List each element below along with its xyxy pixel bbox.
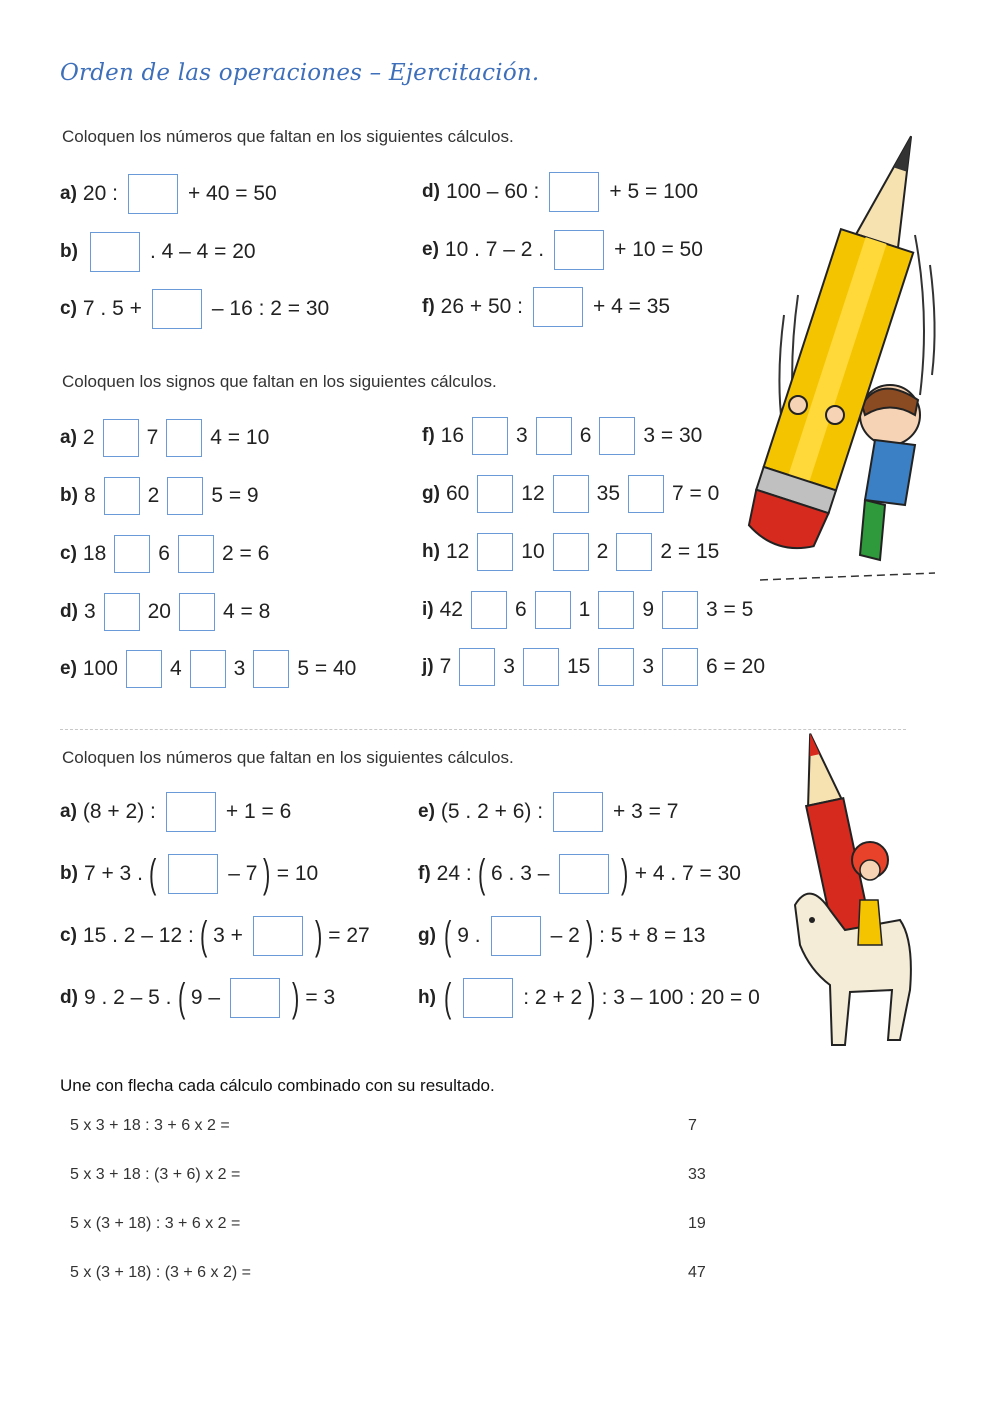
answer-box[interactable] (554, 230, 604, 270)
s3-item-c (60, 914, 372, 958)
item-label: a) (60, 427, 77, 448)
number: 3 (83, 600, 96, 623)
number: 2 (82, 426, 95, 449)
number: 3 (233, 657, 246, 680)
expr-part: 3 + (213, 924, 243, 947)
expr-part: – 2 (550, 924, 580, 947)
matching-row (70, 1166, 730, 1184)
number: 35 (596, 482, 621, 505)
s2-item-c (60, 532, 271, 576)
sign-box[interactable] (104, 477, 140, 515)
number: 1 (578, 598, 591, 621)
s3-item-h (418, 976, 762, 1020)
s1-item-c (60, 287, 331, 331)
expr-part: 100 – 60 : (445, 180, 540, 203)
matching-expression[interactable]: 5 x (3 + 18) : (3 + 6 x 2) = (70, 1264, 251, 1281)
item-label: a) (60, 801, 77, 822)
sign-box[interactable] (166, 419, 202, 457)
answer-box[interactable] (90, 232, 140, 272)
number: 6 = 20 (706, 655, 766, 678)
answer-box[interactable] (559, 854, 609, 894)
section2-instruction: Coloquen los signos que faltan en los siguientes cálculos. (62, 372, 497, 391)
item-label: h) (422, 541, 440, 562)
s3-item-d (60, 976, 337, 1020)
matching-row (70, 1215, 730, 1233)
expr-part: 9 – (190, 986, 221, 1009)
close-paren: ) (263, 852, 271, 896)
expr-part: + 40 = 50 (187, 182, 277, 205)
matching-result[interactable]: 19 (688, 1215, 706, 1232)
item-label: e) (418, 801, 435, 822)
number: 7 (146, 426, 159, 449)
expr-part: : 5 + 8 = 13 (599, 924, 706, 947)
answer-box[interactable] (533, 287, 583, 327)
page-title: Orden de las operaciones – Ejercitación. (60, 60, 540, 86)
s1-item-b (60, 230, 258, 274)
number: 4 = 10 (210, 426, 270, 449)
expr-part: – 16 : 2 = 30 (211, 297, 330, 320)
sign-box[interactable] (477, 475, 513, 513)
number: 5 = 40 (297, 657, 357, 680)
sign-box[interactable] (126, 650, 162, 688)
number: 12 (445, 540, 470, 563)
item-label: d) (422, 181, 440, 202)
number: 3 = 5 (706, 598, 754, 621)
sign-box[interactable] (535, 591, 571, 629)
number: 2 = 6 (221, 542, 270, 565)
section-separator (60, 729, 906, 730)
expr-part: : 3 – 100 : 20 = 0 (601, 986, 760, 1009)
close-paren: ) (588, 976, 596, 1020)
sign-box[interactable] (536, 417, 572, 455)
answer-box[interactable] (128, 174, 178, 214)
sign-box[interactable] (459, 648, 495, 686)
sign-box[interactable] (178, 535, 214, 573)
sign-box[interactable] (598, 591, 634, 629)
number: 2 (147, 484, 160, 507)
item-label: f) (418, 863, 431, 884)
answer-box[interactable] (463, 978, 513, 1018)
matching-row (70, 1117, 730, 1135)
s1-item-a (60, 172, 279, 216)
sign-box[interactable] (477, 533, 513, 571)
expr-part: : 2 + 2 (523, 986, 583, 1009)
pencil-boy-illustration (740, 115, 940, 585)
number: 3 (516, 424, 528, 447)
number: 7 (439, 655, 452, 678)
expr-part: 10 . 7 – 2 . (444, 238, 545, 261)
expr-part: + 3 = 7 (613, 800, 679, 823)
number: 60 (445, 482, 470, 505)
s3-item-f (418, 852, 743, 896)
number: 3 (503, 655, 515, 678)
number: 15 (566, 655, 591, 678)
item-label: c) (60, 543, 77, 564)
sign-box[interactable] (598, 648, 634, 686)
matching-expression[interactable]: 5 x (3 + 18) : 3 + 6 x 2 = (70, 1215, 241, 1232)
expr-part: (8 + 2) : (82, 800, 156, 823)
s3-item-g (418, 914, 707, 958)
number: 42 (439, 598, 463, 621)
number: 2 (596, 540, 609, 563)
answer-box[interactable] (549, 172, 599, 212)
matching-expression[interactable]: 5 x 3 + 18 : (3 + 6) x 2 = (70, 1166, 241, 1183)
item-label: a) (60, 183, 77, 204)
sign-box[interactable] (253, 650, 289, 688)
number: 12 (521, 482, 545, 505)
expr-part: 20 : (82, 182, 118, 205)
item-label: f) (422, 425, 435, 446)
section1-instruction: Coloquen los números que faltan en los siguientes cálculos. (62, 127, 514, 146)
expr-part: 24 : (436, 862, 472, 885)
item-label: b) (60, 241, 78, 262)
item-label: b) (60, 863, 78, 884)
open-paren: ( (199, 914, 208, 958)
matching-result[interactable]: 47 (688, 1264, 706, 1281)
item-label: f) (422, 296, 435, 317)
close-paren: ) (314, 914, 323, 958)
number: 3 (642, 655, 655, 678)
sign-box[interactable] (472, 417, 508, 455)
sign-box[interactable] (167, 477, 203, 515)
sign-box[interactable] (628, 475, 664, 513)
item-label: c) (60, 298, 77, 319)
sign-box[interactable] (616, 533, 652, 571)
number: 9 (642, 598, 655, 621)
sign-box[interactable] (103, 419, 139, 457)
sign-box[interactable] (104, 593, 140, 631)
matching-instruction: Une con flecha cada cálculo combinado con su resultado. (60, 1076, 495, 1095)
sign-box[interactable] (523, 648, 559, 686)
item-label: j) (422, 656, 434, 677)
s2-item-h (422, 530, 721, 574)
expr-part: = 27 (328, 924, 370, 947)
item-label: g) (422, 483, 440, 504)
sign-box[interactable] (599, 417, 635, 455)
expr-part: 9 . (457, 924, 481, 947)
item-label: d) (60, 987, 78, 1008)
number: 4 (169, 657, 182, 680)
answer-box[interactable] (553, 792, 603, 832)
s1-item-e (422, 228, 705, 272)
expr-part: 7 + 3 . (83, 862, 143, 885)
number: 100 (82, 657, 118, 680)
sign-box[interactable] (114, 535, 150, 573)
answer-box[interactable] (168, 854, 218, 894)
answer-box[interactable] (491, 916, 541, 956)
s2-item-e (60, 647, 358, 691)
expr-part: – 7 (228, 862, 258, 885)
answer-box[interactable] (152, 289, 202, 329)
expr-part: + 1 = 6 (225, 800, 292, 823)
s2-item-i (422, 588, 755, 632)
expr-part: 7 . 5 + (82, 297, 142, 320)
s2-item-g (422, 472, 721, 516)
open-paren: ( (148, 852, 157, 896)
close-paren: ) (292, 976, 300, 1020)
pencil-rider-illustration (790, 730, 915, 1055)
s3-item-b (60, 852, 320, 896)
matching-row (70, 1264, 730, 1282)
number: 18 (82, 542, 107, 565)
sign-box[interactable] (471, 591, 507, 629)
s1-item-d (422, 170, 700, 214)
open-paren: ( (443, 914, 452, 958)
expr-part: 26 + 50 : (440, 295, 523, 318)
sign-box[interactable] (179, 593, 215, 631)
item-label: d) (60, 601, 78, 622)
matching-result[interactable]: 33 (688, 1166, 706, 1183)
open-paren: ( (177, 976, 185, 1020)
item-label: e) (60, 658, 77, 679)
number: 7 = 0 (672, 482, 720, 505)
s2-item-j (422, 645, 767, 689)
sign-box[interactable] (190, 650, 226, 688)
s3-item-a (60, 790, 293, 834)
sign-box[interactable] (553, 533, 589, 571)
sign-box[interactable] (553, 475, 589, 513)
expr-part: + 10 = 50 (614, 238, 703, 261)
expr-part: . 4 – 4 = 20 (149, 240, 256, 263)
expr-part: (5 . 2 + 6) : (440, 800, 544, 823)
number: 6 (579, 424, 592, 447)
expr-part: 15 . 2 – 12 : (82, 924, 194, 947)
number: 16 (440, 424, 465, 447)
number: 8 (83, 484, 96, 507)
expr-part: + 4 = 35 (592, 295, 671, 318)
expr-part: 6 . 3 – (491, 862, 550, 885)
expr-part: = 10 (276, 862, 319, 885)
sign-box[interactable] (662, 591, 698, 629)
matching-result[interactable]: 7 (688, 1117, 697, 1134)
s2-item-a (60, 416, 271, 460)
answer-box[interactable] (230, 978, 280, 1018)
close-paren: ) (621, 852, 629, 896)
number: 6 (158, 542, 170, 565)
open-paren: ( (443, 976, 452, 1020)
number: 2 = 15 (660, 540, 720, 563)
number: 4 = 8 (222, 600, 271, 623)
number: 20 (147, 600, 171, 623)
section3-instruction: Coloquen los números que faltan en los siguientes cálculos. (62, 748, 514, 767)
s2-item-d (60, 590, 272, 634)
s3-item-e (418, 790, 680, 834)
item-label: g) (418, 925, 436, 946)
number: 10 (521, 540, 545, 563)
item-label: e) (422, 239, 439, 260)
s1-item-f (422, 285, 672, 329)
expr-part: 9 . 2 – 5 . (83, 986, 172, 1009)
item-label: b) (60, 485, 78, 506)
s2-item-b (60, 474, 261, 518)
number: 5 = 9 (211, 484, 259, 507)
expr-part: + 4 . 7 = 30 (634, 862, 741, 885)
close-paren: ) (585, 914, 594, 958)
open-paren: ( (477, 852, 486, 896)
number: 6 (514, 598, 527, 621)
item-label: h) (418, 987, 436, 1008)
matching-expression[interactable]: 5 x 3 + 18 : 3 + 6 x 2 = (70, 1117, 230, 1134)
item-label: c) (60, 925, 77, 946)
item-label: i) (422, 599, 434, 620)
answer-box[interactable] (253, 916, 303, 956)
s2-item-f (422, 414, 704, 458)
answer-box[interactable] (166, 792, 216, 832)
number: 3 = 30 (643, 424, 703, 447)
expr-part: + 5 = 100 (609, 180, 699, 203)
sign-box[interactable] (662, 648, 698, 686)
expr-part: = 3 (305, 986, 336, 1009)
